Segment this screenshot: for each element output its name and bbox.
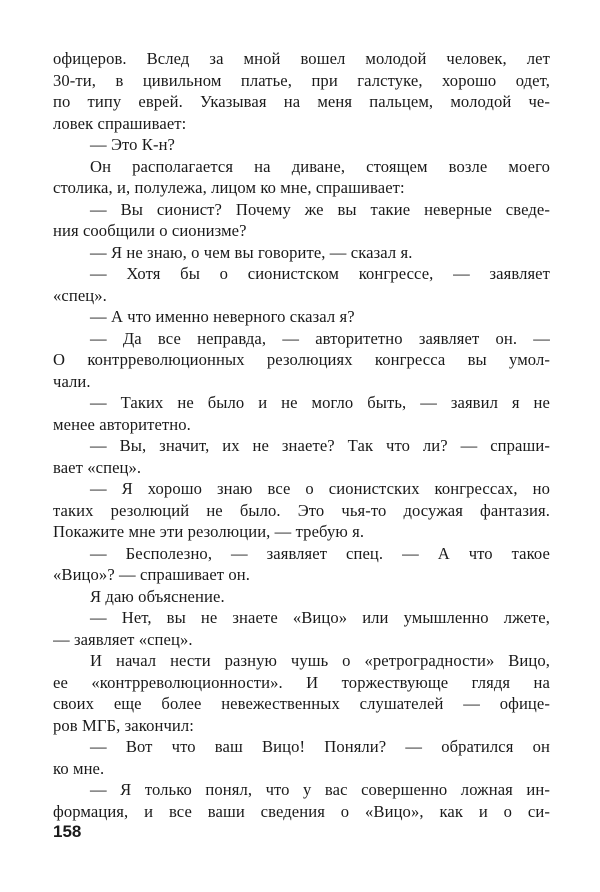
text-line: Он располагается на диване, стоящем возле моего bbox=[90, 156, 550, 176]
text-line: — Я только понял, что у вас совершенно ложная ин- bbox=[90, 780, 550, 799]
text-line: О контрреволюционных резолюциях конгресса вы умол- bbox=[53, 350, 550, 369]
text-line: офицеров. Вслед за мной вошел молодой человек, лет bbox=[53, 49, 550, 68]
text-line: по типу еврей. Указывая на меня пальцем, молодой че- bbox=[53, 92, 550, 111]
text-line: — А что именно неверного сказал я? bbox=[90, 307, 355, 326]
text-line: своих еще более невежественных слушателей — офице- bbox=[53, 694, 550, 713]
text-line: — Я хорошо знаю все о сионистских конгрессах, но bbox=[90, 479, 550, 498]
text-line: — Хотя бы о сионистском конгрессе, — заявляет bbox=[90, 264, 550, 283]
body-text bbox=[53, 48, 550, 822]
text-line: ловек спрашивает: bbox=[53, 113, 187, 133]
text-line: — Я не знаю, о чем вы говорите, — сказал я. bbox=[90, 242, 413, 262]
text-line: — заявляет «спец». bbox=[53, 629, 193, 649]
text-line: формация, и все ваши сведения о «Вицо», как и о си- bbox=[53, 801, 550, 821]
text-line: вает «спец». bbox=[53, 457, 142, 477]
text-line: столика, и, полулежа, лицом ко мне, спрашивает: bbox=[53, 178, 405, 197]
text-line: ров МГБ, закончил: bbox=[53, 715, 194, 735]
page-number: 158 bbox=[53, 822, 82, 841]
text-line: — Вы, значит, их не знаете? Так что ли? — спраши- bbox=[90, 436, 550, 455]
text-line: таких резолюций не было. Это чья-то досужая фантазия. bbox=[53, 500, 550, 520]
text-line: — Это К-н? bbox=[90, 135, 176, 154]
text-line: — Бесполезно, — заявляет спец. — А что такое bbox=[90, 543, 550, 563]
text-line: — Да все неправда, — авторитетно заявляет он. — bbox=[90, 328, 550, 348]
text-line: — Вот что ваш Вицо! Поняли? — обратился он bbox=[90, 737, 550, 756]
text-line: менее авторитетно. bbox=[53, 414, 191, 434]
text-line: 30-ти, в цивильном платье, при галстуке, хорошо одет, bbox=[53, 70, 550, 90]
text-line: Я даю объяснение. bbox=[90, 586, 225, 606]
text-line: ния сообщили о сионизме? bbox=[53, 221, 247, 240]
text-line: «спец». bbox=[53, 285, 107, 305]
text-line: — Вы сионист? Почему же вы такие неверные сведе- bbox=[90, 199, 550, 219]
text-line: чали. bbox=[53, 371, 91, 391]
text-line: И начал нести разную чушь о «ретроградности» Вицо, bbox=[90, 651, 550, 670]
text-line: ее «контрреволюционности». И торжествующе глядя на bbox=[53, 672, 550, 692]
text-line: — Таких не было и не могло быть, — заявил я не bbox=[90, 393, 550, 412]
text-line: Покажите мне эти резолюции, — требую я. bbox=[53, 522, 365, 541]
text-line: — Нет, вы не знаете «Вицо» или умышленно лжете, bbox=[90, 608, 550, 627]
text-line: ко мне. bbox=[53, 758, 105, 778]
text-line: «Вицо»? — спрашивает он. bbox=[53, 565, 251, 584]
